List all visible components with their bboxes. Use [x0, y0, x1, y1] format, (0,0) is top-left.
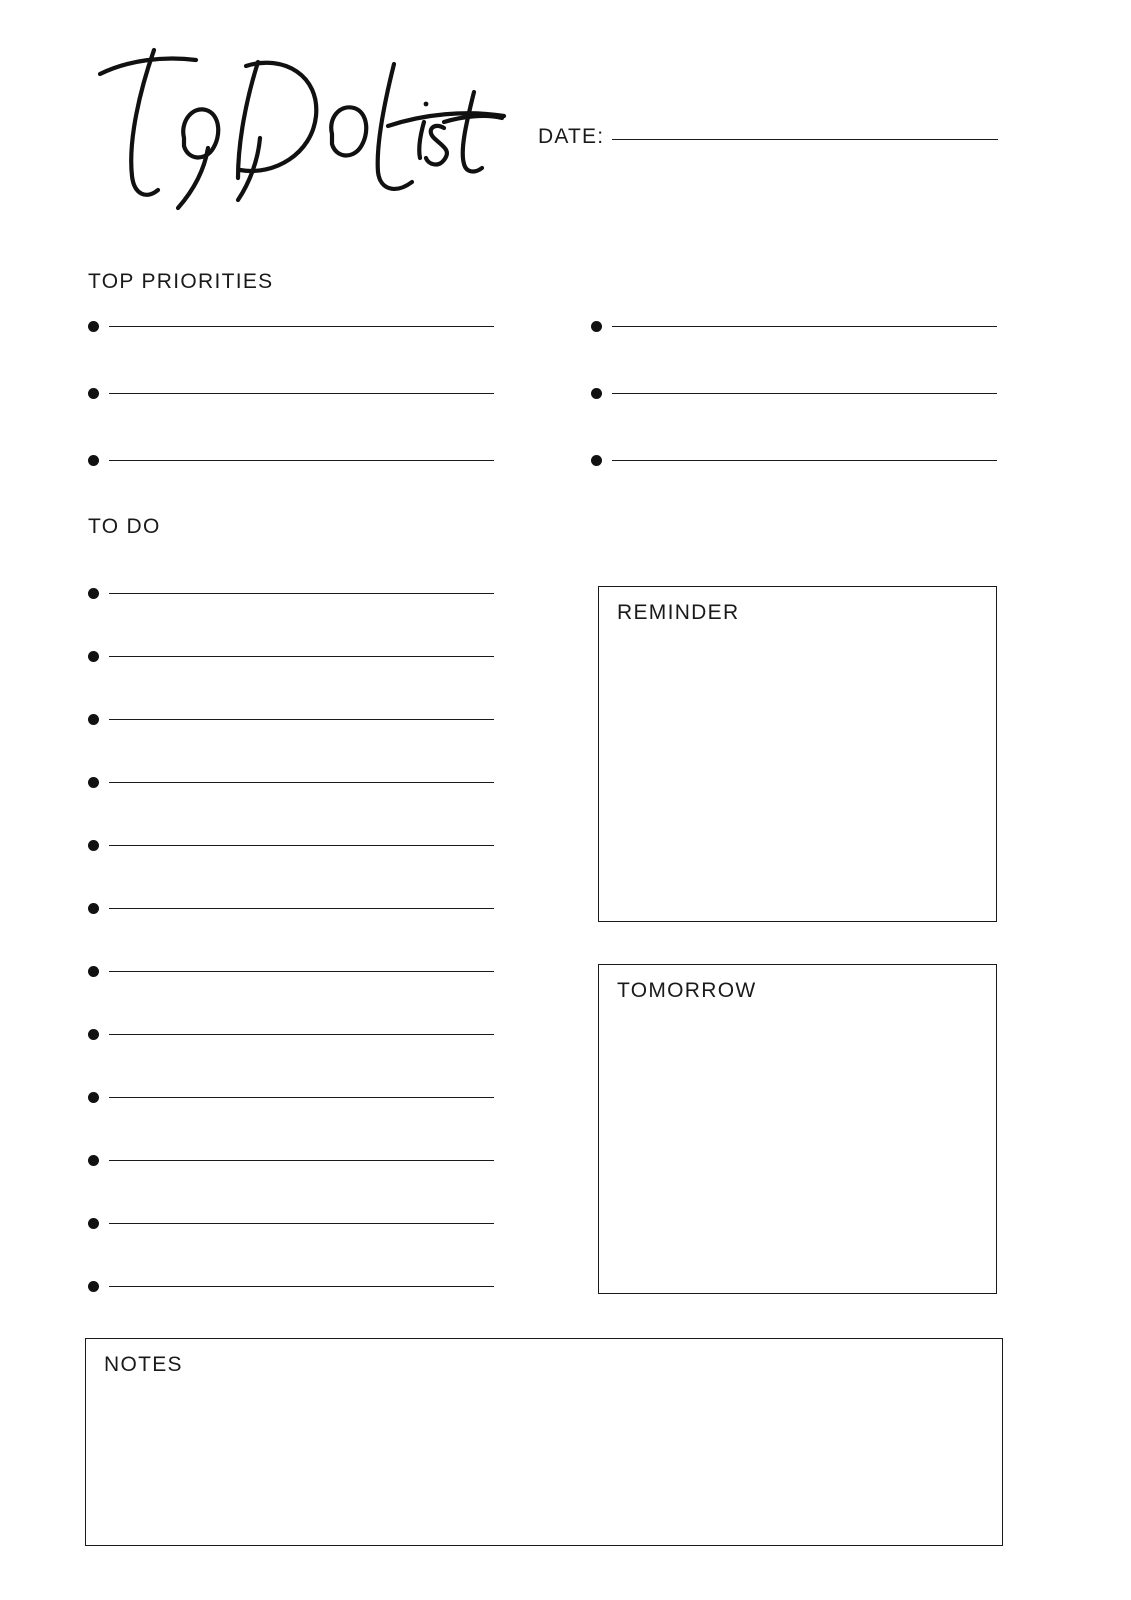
top-priorities-left-column: [88, 317, 494, 518]
tomorrow-box[interactable]: [598, 964, 997, 1294]
date-row: [538, 125, 998, 149]
write-line[interactable]: [109, 1160, 494, 1161]
list-item[interactable]: [88, 1214, 494, 1232]
bullet-icon: [88, 840, 99, 851]
list-item[interactable]: [88, 899, 494, 917]
bullet-icon: [88, 455, 99, 466]
list-item[interactable]: [88, 836, 494, 854]
bullet-icon: [88, 1155, 99, 1166]
write-line[interactable]: [109, 1034, 494, 1035]
list-item[interactable]: [591, 384, 997, 402]
write-line[interactable]: [612, 393, 997, 394]
bullet-icon: [88, 714, 99, 725]
bullet-icon: [591, 388, 602, 399]
list-item[interactable]: [88, 317, 494, 335]
write-line[interactable]: [612, 460, 997, 461]
bullet-icon: [88, 966, 99, 977]
list-item[interactable]: [88, 384, 494, 402]
list-item[interactable]: [88, 1088, 494, 1106]
list-item[interactable]: [88, 962, 494, 980]
list-item[interactable]: [591, 451, 997, 469]
write-line[interactable]: [109, 1286, 494, 1287]
write-line[interactable]: [109, 593, 494, 594]
bullet-icon: [88, 1092, 99, 1103]
list-item[interactable]: [88, 710, 494, 728]
list-item[interactable]: [88, 1151, 494, 1169]
bullet-icon: [591, 321, 602, 332]
date-input-line[interactable]: [612, 138, 998, 140]
bullet-icon: [88, 777, 99, 788]
write-line[interactable]: [109, 908, 494, 909]
bullet-icon: [88, 651, 99, 662]
list-item[interactable]: [88, 773, 494, 791]
top-priorities-right-column: [591, 317, 997, 518]
write-line[interactable]: [109, 719, 494, 720]
write-line[interactable]: [109, 1223, 494, 1224]
to-do-list: [88, 584, 494, 1340]
write-line[interactable]: [612, 326, 997, 327]
bullet-icon: [88, 1029, 99, 1040]
list-item[interactable]: [88, 584, 494, 602]
notes-box[interactable]: [85, 1338, 1003, 1546]
bullet-icon: [88, 903, 99, 914]
list-item[interactable]: [88, 1277, 494, 1295]
tomorrow-label: TOMORROW: [617, 979, 757, 1002]
reminder-label: REMINDER: [617, 601, 740, 624]
bullet-icon: [88, 1281, 99, 1292]
write-line[interactable]: [109, 393, 494, 394]
bullet-icon: [88, 388, 99, 399]
list-item[interactable]: [591, 317, 997, 335]
bullet-icon: [591, 455, 602, 466]
list-item[interactable]: [88, 1025, 494, 1043]
date-label: DATE:: [538, 125, 605, 148]
write-line[interactable]: [109, 656, 494, 657]
list-item[interactable]: [88, 647, 494, 665]
write-line[interactable]: [109, 971, 494, 972]
reminder-box[interactable]: [598, 586, 997, 922]
write-line[interactable]: [109, 460, 494, 461]
write-line[interactable]: [109, 326, 494, 327]
write-line[interactable]: [109, 782, 494, 783]
list-item[interactable]: [88, 451, 494, 469]
section-heading-top-priorities: TOP PRIORITIES: [88, 270, 274, 293]
write-line[interactable]: [109, 1097, 494, 1098]
write-line[interactable]: [109, 845, 494, 846]
bullet-icon: [88, 1218, 99, 1229]
bullet-icon: [88, 321, 99, 332]
bullet-icon: [88, 588, 99, 599]
page-title: [88, 30, 508, 210]
section-heading-to-do: TO DO: [88, 515, 161, 538]
notes-label: NOTES: [104, 1353, 183, 1376]
